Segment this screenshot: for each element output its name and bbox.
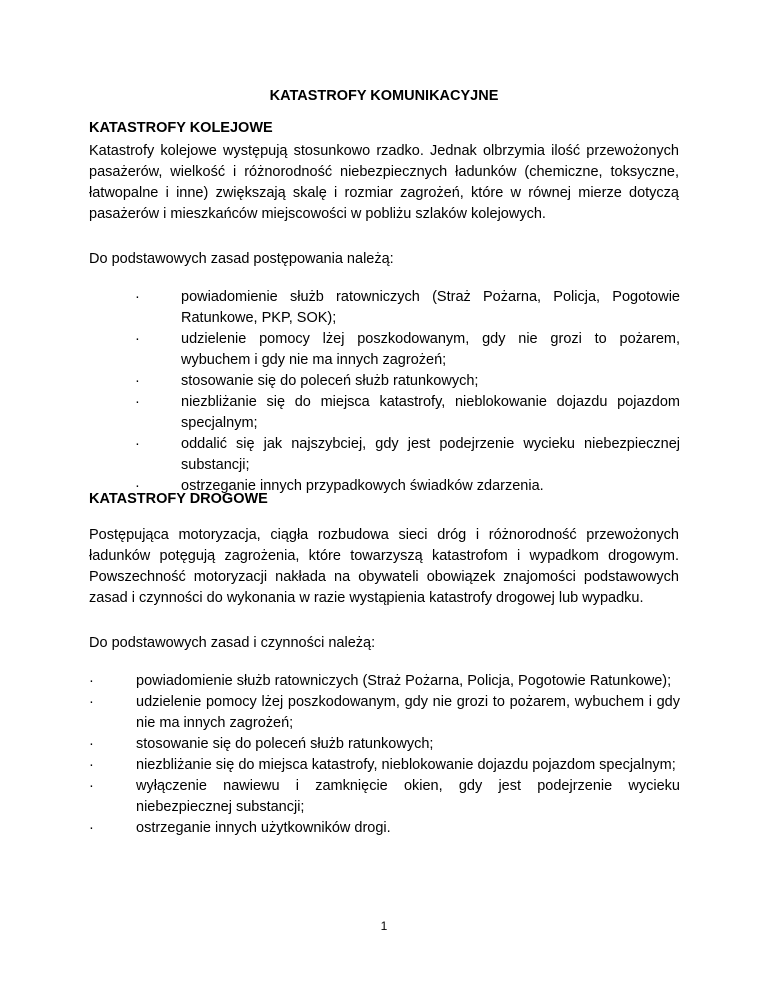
list-item [135,392,680,434]
bullet: · [89,736,94,752]
list-item-text: powiadomienie służb ratowniczych (Straż Pożarna, Policja, Pogotowie Ratunkowe); [136,673,672,689]
list-item [89,755,680,776]
bullet: · [89,820,94,836]
list-item [89,776,680,818]
bullet: · [135,436,140,452]
list-item-text: oddalić się jak najszybciej, gdy jest podejrzenie wycieku niebezpiecznej substancji; [181,436,680,473]
list-item-text: ostrzeganie innych użytkowników drogi. [136,820,391,836]
bullet: · [89,757,94,773]
list-railway [135,287,680,497]
list-item [89,734,680,755]
page-number: 1 [380,919,388,933]
list-item-text: stosowanie się do poleceń służb ratunkowych; [181,373,479,389]
section-paragraph-railway: Katastrofy kolejowe występują stosunkowo rzadko. Jednak olbrzymia ilość przewożonych pasażerów, wielkość i różnorodność niebezpiecznych ładunków (chemiczne, toksyczne, łatwopalne i inne) zwiększają skalę i rozmiar zagrożeń, które w równej mierze dotyczą pasażerów i mieszkańców miejscowości w pobliżu szlaków kolejowych. [89,143,679,222]
list-item-text: stosowanie się do poleceń służb ratunkowych; [136,736,434,752]
list-intro-road: Do podstawowych zasad i czynności należą: [89,635,376,651]
list-item-text: udzielenie pomocy lżej poszkodowanym, gdy nie grozi to pożarem, wybuchem i gdy nie ma innych zagrożeń; [136,694,680,731]
list-item-text: ostrzeganie innych przypadkowych świadków zdarzenia. [181,478,544,494]
list-item [135,434,680,476]
list-item-text: niezbliżanie się do miejsca katastrofy, nieblokowanie dojazdu pojazdom specjalnym; [136,757,676,773]
list-item-text: niezbliżanie się do miejsca katastrofy, nieblokowanie dojazdu pojazdom specjalnym; [181,394,680,431]
list-item [135,371,680,392]
list-intro-railway: Do podstawowych zasad postępowania należą: [89,251,394,267]
list-item [89,692,680,734]
document-title: KATASTROFY KOMUNIKACYJNE [269,88,499,104]
list-item-text: udzielenie pomocy lżej poszkodowanym, gdy nie grozi to pożarem, wybuchem i gdy nie ma innych zagrożeń; [181,331,680,368]
list-item [135,329,680,371]
list-item [89,818,680,839]
bullet: · [89,778,94,794]
list-item [89,671,680,692]
bullet: · [89,673,94,689]
bullet: · [89,694,94,710]
bullet: · [135,331,140,347]
list-item [135,287,680,329]
list-item-text: wyłączenie nawiewu i zamknięcie okien, gdy jest podejrzenie wycieku niebezpiecznej substancji; [136,778,680,815]
section-paragraph-road: Postępująca motoryzacja, ciągła rozbudowa sieci dróg i różnorodność przewożonych ładunków potęgują zagrożenia, które towarzyszą katastrofom i wypadkom drogowym. Powszechność motoryzacji nakłada na obywateli obowiązek znajomości podstawowych zasad i czynności do wykonania w razie wystąpienia katastrofy drogowej lub wypadku. [89,527,679,606]
bullet: · [135,394,140,410]
bullet: · [135,373,140,389]
section-heading-railway: KATASTROFY KOLEJOWE [89,120,273,136]
list-road [89,671,680,839]
list-item-text: powiadomienie służb ratowniczych (Straż Pożarna, Policja, Pogotowie Ratunkowe, PKP, SOK); [181,289,680,326]
bullet: · [135,478,140,494]
bullet: · [135,289,140,305]
section-heading-road: KATASTROFY DROGOWE [89,491,268,507]
